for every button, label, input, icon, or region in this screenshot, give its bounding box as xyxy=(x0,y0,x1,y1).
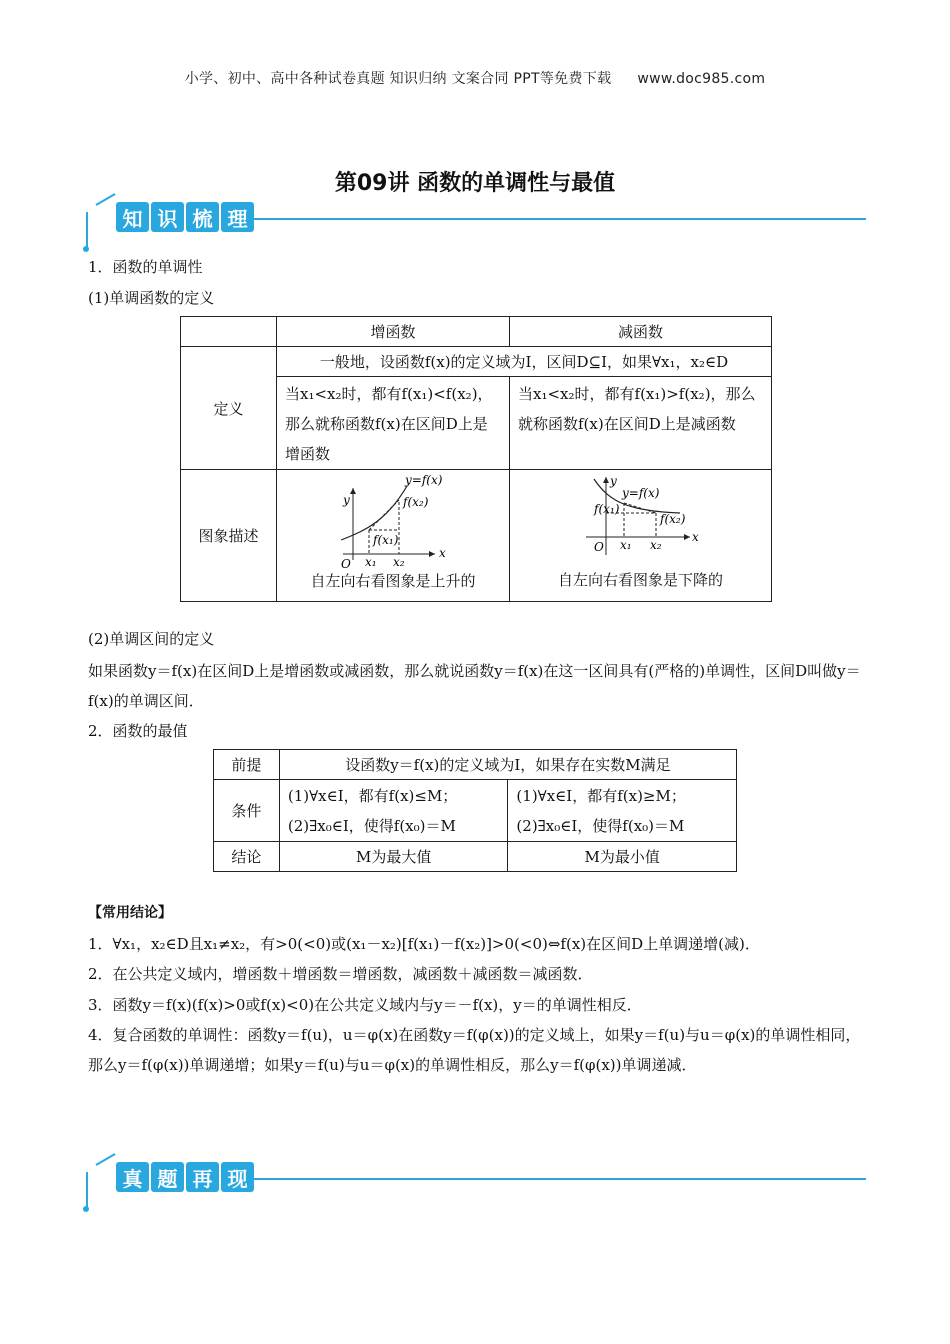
row-label-conclusion: 结论 xyxy=(214,842,280,872)
banner-divider xyxy=(86,1172,88,1210)
banner-divider xyxy=(240,218,866,220)
axis-label-y: y xyxy=(343,492,350,507)
premise-text: 设函数y＝f(x)的定义域为I，如果存在实数M满足 xyxy=(279,750,736,780)
definition-increasing: 当x₁<x₂时，都有f(x₁)<f(x₂)，那么就称函数f(x)在区间D上是增函数 xyxy=(277,377,510,470)
decreasing-graph-cell xyxy=(510,470,772,602)
section-banner-real-exam xyxy=(86,1166,866,1210)
banner-tile: 题 xyxy=(151,1162,184,1192)
increasing-graph-cell xyxy=(277,470,510,602)
col-header-decreasing: 减函数 xyxy=(510,317,772,347)
origin-label: O xyxy=(341,556,351,570)
monotone-definition-table xyxy=(180,316,772,602)
banner-tile: 识 xyxy=(151,202,184,232)
increasing-graph xyxy=(277,472,509,570)
conclusion-item: 2．在公共定义域内，增函数＋增函数＝增函数，减函数＋减函数＝减函数． xyxy=(88,965,593,983)
function-label: y=f(x) xyxy=(622,485,660,500)
subheading-interval-def: (2)单调区间的定义 xyxy=(88,630,215,648)
col-header-increasing: 增函数 xyxy=(277,317,510,347)
definition-decreasing: 当x₁<x₂时，都有f(x₁)>f(x₂)，那么就称函数f(x)在区间D上是减函数 xyxy=(510,377,772,470)
extrema-table xyxy=(213,749,737,872)
min-condition-1: (1)∀x∈I，都有f(x)≥M； xyxy=(516,786,686,805)
min-condition-2: (2)∃x₀∈I，使得f(x₀)＝M xyxy=(516,816,685,835)
banner-tile: 理 xyxy=(221,202,254,232)
conclusion-item: 1．∀x₁，x₂∈D且x₁≠x₂，有>0(<0)或(x₁－x₂)[f(x₁)－f(x₂)]>0(<0)⇔f(x)在区间D上单调递增(减)． xyxy=(88,935,760,953)
banner-divider xyxy=(240,1178,866,1180)
banner-decoration xyxy=(96,1153,116,1166)
max-condition-1: (1)∀x∈I，都有f(x)≤M； xyxy=(287,786,458,805)
x1-label: x₁ xyxy=(365,554,377,569)
header-text: 小学、初中、高中各种试卷真题 知识归纳 文案合同 PPT等免费下载 xyxy=(184,71,612,87)
origin-label: O xyxy=(594,539,604,554)
page-header xyxy=(0,68,950,88)
banner-tile: 梳 xyxy=(186,202,219,232)
max-condition-2: (2)∃x₀∈I，使得f(x₀)＝M xyxy=(287,816,456,835)
common-conclusions-title: 【常用结论】 xyxy=(88,905,172,921)
max-conclusion: M为最大值 xyxy=(279,842,508,872)
decreasing-graph xyxy=(510,473,771,563)
row-label-condition: 条件 xyxy=(214,780,280,842)
fx2-label: f(x₂) xyxy=(660,511,686,526)
fx2-label: f(x₂) xyxy=(403,494,429,509)
banner-tile: 现 xyxy=(221,1162,254,1192)
x2-label: x₂ xyxy=(393,554,405,569)
page-title: 第09讲 函数的单调性与最值 xyxy=(334,171,616,196)
row-label-graph: 图象描述 xyxy=(181,470,277,602)
row-label-definition: 定义 xyxy=(181,347,277,470)
row-label-premise: 前提 xyxy=(214,750,280,780)
banner-divider xyxy=(86,212,88,250)
heading-monotonicity: 1．函数的单调性 xyxy=(88,258,203,276)
banner-tile: 知 xyxy=(116,202,149,232)
max-conditions xyxy=(279,780,508,842)
conclusion-item: 4．复合函数的单调性：函数y＝f(u)，u＝φ(x)在函数y＝f(φ(x))的定义域上，如果y＝f(u)与u＝φ(x)的单调性相同，那么y＝f(φ(x))单调递增；如果y＝f(u)与u＝φ(x)的单调性相反，那么y＝f(φ(x))单调递减． xyxy=(88,1026,861,1074)
paragraph-interval-def: 如果函数y＝f(x)在区间D上是增函数或减函数，那么就说函数y＝f(x)在这一区间具有(严格的)单调性，区间D叫做y＝f(x)的单调区间． xyxy=(88,662,861,710)
increasing-caption: 自左向右看图象是上升的 xyxy=(310,571,476,590)
axis-label-x: x xyxy=(439,545,446,560)
fx1-label: f(x₁) xyxy=(594,501,620,516)
definition-common: 一般地，设函数f(x)的定义域为I，区间D⊆I，如果∀x₁，x₂∈D xyxy=(277,347,772,377)
header-url[interactable]: www.doc985.com xyxy=(637,71,766,87)
function-label: y=f(x) xyxy=(405,472,443,487)
x1-label: x₁ xyxy=(620,537,632,552)
section-banner-knowledge xyxy=(86,206,866,250)
subheading-monotone-def: (1)单调函数的定义 xyxy=(88,289,215,307)
min-conditions xyxy=(508,780,737,842)
banner-tile: 真 xyxy=(116,1162,149,1192)
banner-tile: 再 xyxy=(186,1162,219,1192)
axis-label-x: x xyxy=(692,529,699,544)
decreasing-caption: 自左向右看图象是下降的 xyxy=(557,570,723,589)
banner-dot xyxy=(83,1206,89,1212)
axis-label-y: y xyxy=(610,473,617,488)
conclusion-item: 3．函数y＝f(x)(f(x)>0或f(x)<0)在公共定义域内与y＝－f(x)，y＝的单调性相反． xyxy=(88,996,642,1014)
min-conclusion: M为最小值 xyxy=(508,842,737,872)
fx1-label: f(x₁) xyxy=(373,532,399,547)
heading-extrema: 2．函数的最值 xyxy=(88,722,188,740)
x2-label: x₂ xyxy=(650,537,662,552)
